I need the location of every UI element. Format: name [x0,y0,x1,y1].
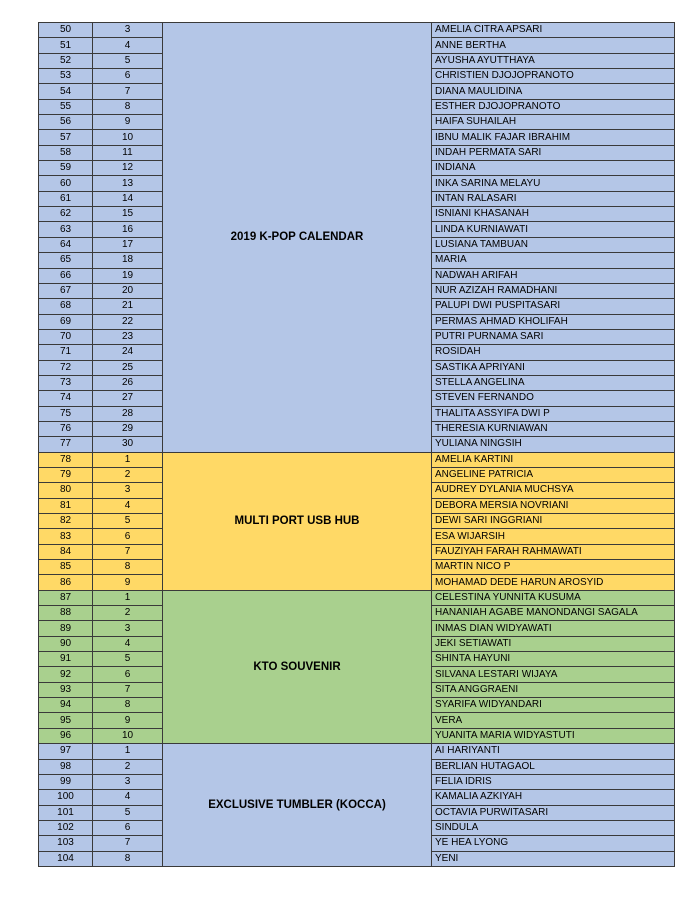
group-index-cell: 30 [93,437,163,452]
group-index-cell: 8 [93,698,163,713]
row-number-cell: 80 [39,483,93,498]
winner-name-cell: YE HEA LYONG [432,836,675,851]
winner-name-cell: STELLA ANGELINA [432,375,675,390]
group-index-cell: 22 [93,314,163,329]
row-number-cell: 69 [39,314,93,329]
row-number-cell: 65 [39,253,93,268]
group-index-cell: 20 [93,283,163,298]
row-number-cell: 68 [39,299,93,314]
group-index-cell: 15 [93,207,163,222]
winner-name-cell: ROSIDAH [432,345,675,360]
group-index-cell: 12 [93,161,163,176]
row-number-cell: 88 [39,606,93,621]
winner-table-body [39,23,675,867]
winner-name-cell: ESA WIJARSIH [432,529,675,544]
group-index-cell: 24 [93,345,163,360]
winner-name-cell: SYARIFA WIDYANDARI [432,698,675,713]
row-number-cell: 72 [39,360,93,375]
group-index-cell: 9 [93,713,163,728]
winner-name-cell: YUANITA MARIA WIDYASTUTI [432,728,675,743]
row-number-cell: 90 [39,636,93,651]
group-index-cell: 4 [93,636,163,651]
winner-name-cell: BERLIAN HUTAGAOL [432,759,675,774]
row-number-cell: 89 [39,621,93,636]
group-index-cell: 19 [93,268,163,283]
winner-name-cell: DEBORA MERSIA NOVRIANI [432,498,675,513]
row-number-cell: 50 [39,23,93,38]
row-number-cell: 104 [39,851,93,866]
winner-name-cell: INKA SARINA MELAYU [432,176,675,191]
group-index-cell: 3 [93,621,163,636]
group-index-cell: 6 [93,69,163,84]
winner-name-cell: THALITA ASSYIFA DWI P [432,406,675,421]
row-number-cell: 64 [39,237,93,252]
row-number-cell: 53 [39,69,93,84]
row-number-cell: 79 [39,467,93,482]
row-number-cell: 52 [39,53,93,68]
winner-name-cell: PALUPI DWI PUSPITASARI [432,299,675,314]
row-number-cell: 85 [39,560,93,575]
row-number-cell: 100 [39,790,93,805]
row-number-cell: 76 [39,421,93,436]
group-index-cell: 23 [93,329,163,344]
winner-name-cell: AYUSHA AYUTTHAYA [432,53,675,68]
winner-name-cell: STEVEN FERNANDO [432,391,675,406]
winner-name-cell: THERESIA KURNIAWAN [432,421,675,436]
prize-name-cell: EXCLUSIVE TUMBLER (KOCCA) [163,744,432,867]
group-index-cell: 14 [93,191,163,206]
group-index-cell: 6 [93,667,163,682]
row-number-cell: 59 [39,161,93,176]
row-number-cell: 95 [39,713,93,728]
row-number-cell: 62 [39,207,93,222]
group-index-cell: 7 [93,84,163,99]
table-row [39,744,675,759]
row-number-cell: 54 [39,84,93,99]
winner-name-cell: INTAN RALASARI [432,191,675,206]
group-index-cell: 27 [93,391,163,406]
row-number-cell: 51 [39,38,93,53]
group-index-cell: 10 [93,130,163,145]
group-index-cell: 17 [93,237,163,252]
winner-name-cell: LINDA KURNIAWATI [432,222,675,237]
group-index-cell: 7 [93,836,163,851]
row-number-cell: 71 [39,345,93,360]
winner-name-cell: SASTIKA APRIYANI [432,360,675,375]
winner-name-cell: OCTAVIA PURWITASARI [432,805,675,820]
winner-name-cell: FELIA IDRIS [432,774,675,789]
prize-name-cell: 2019 K-POP CALENDAR [163,23,432,453]
winner-name-cell: ANGELINE PATRICIA [432,467,675,482]
row-number-cell: 81 [39,498,93,513]
winner-name-cell: JEKI SETIAWATI [432,636,675,651]
winner-name-cell: SILVANA LESTARI WIJAYA [432,667,675,682]
group-index-cell: 3 [93,483,163,498]
row-number-cell: 75 [39,406,93,421]
row-number-cell: 84 [39,544,93,559]
row-number-cell: 60 [39,176,93,191]
winner-name-cell: ISNIANI KHASANAH [432,207,675,222]
winner-name-cell: ESTHER DJOJOPRANOTO [432,99,675,114]
winner-name-cell: HAIFA SUHAILAH [432,115,675,130]
row-number-cell: 66 [39,268,93,283]
row-number-cell: 103 [39,836,93,851]
group-index-cell: 5 [93,514,163,529]
group-index-cell: 18 [93,253,163,268]
row-number-cell: 67 [39,283,93,298]
winner-name-cell: PUTRI PURNAMA SARI [432,329,675,344]
winner-name-cell: CHRISTIEN DJOJOPRANOTO [432,69,675,84]
winner-name-cell: ANNE BERTHA [432,38,675,53]
row-number-cell: 57 [39,130,93,145]
group-index-cell: 3 [93,774,163,789]
group-index-cell: 28 [93,406,163,421]
winner-name-cell: PERMAS AHMAD KHOLIFAH [432,314,675,329]
group-index-cell: 16 [93,222,163,237]
group-index-cell: 5 [93,652,163,667]
winner-name-cell: DEWI SARI INGGRIANI [432,514,675,529]
winner-name-cell: SITA ANGGRAENI [432,682,675,697]
row-number-cell: 82 [39,514,93,529]
group-index-cell: 7 [93,682,163,697]
group-index-cell: 10 [93,728,163,743]
row-number-cell: 56 [39,115,93,130]
winner-name-cell: SHINTA HAYUNI [432,652,675,667]
row-number-cell: 92 [39,667,93,682]
winner-list-sheet [38,22,669,867]
row-number-cell: 73 [39,375,93,390]
row-number-cell: 98 [39,759,93,774]
row-number-cell: 101 [39,805,93,820]
group-index-cell: 2 [93,606,163,621]
group-index-cell: 8 [93,851,163,866]
group-index-cell: 4 [93,498,163,513]
group-index-cell: 1 [93,590,163,605]
group-index-cell: 8 [93,99,163,114]
row-number-cell: 87 [39,590,93,605]
winner-name-cell: SINDULA [432,820,675,835]
group-index-cell: 4 [93,790,163,805]
winner-name-cell: INMAS DIAN WIDYAWATI [432,621,675,636]
group-index-cell: 5 [93,53,163,68]
row-number-cell: 94 [39,698,93,713]
winner-name-cell: LUSIANA TAMBUAN [432,237,675,252]
row-number-cell: 78 [39,452,93,467]
row-number-cell: 99 [39,774,93,789]
row-number-cell: 96 [39,728,93,743]
group-index-cell: 26 [93,375,163,390]
winner-name-cell: AI HARIYANTI [432,744,675,759]
group-index-cell: 9 [93,575,163,590]
winner-name-cell: AMELIA KARTINI [432,452,675,467]
winner-name-cell: AUDREY DYLANIA MUCHSYA [432,483,675,498]
table-row [39,590,675,605]
winner-name-cell: DIANA MAULIDINA [432,84,675,99]
winner-name-cell: VERA [432,713,675,728]
row-number-cell: 70 [39,329,93,344]
group-index-cell: 3 [93,23,163,38]
winner-name-cell: IBNU MALIK FAJAR IBRAHIM [432,130,675,145]
row-number-cell: 83 [39,529,93,544]
winner-name-cell: KAMALIA AZKIYAH [432,790,675,805]
row-number-cell: 55 [39,99,93,114]
winner-name-cell: CELESTINA YUNNITA KUSUMA [432,590,675,605]
group-index-cell: 6 [93,529,163,544]
group-index-cell: 8 [93,560,163,575]
table-row [39,23,675,38]
winner-name-cell: MARIA [432,253,675,268]
winner-name-cell: NUR AZIZAH RAMADHANI [432,283,675,298]
group-index-cell: 29 [93,421,163,436]
row-number-cell: 91 [39,652,93,667]
group-index-cell: 2 [93,759,163,774]
group-index-cell: 6 [93,820,163,835]
group-index-cell: 5 [93,805,163,820]
winner-name-cell: NADWAH ARIFAH [432,268,675,283]
winner-name-cell: INDAH PERMATA SARI [432,145,675,160]
row-number-cell: 93 [39,682,93,697]
row-number-cell: 86 [39,575,93,590]
winner-name-cell: MOHAMAD DEDE HARUN AROSYID [432,575,675,590]
group-index-cell: 11 [93,145,163,160]
winner-table [38,22,675,867]
row-number-cell: 97 [39,744,93,759]
table-row [39,452,675,467]
group-index-cell: 9 [93,115,163,130]
row-number-cell: 77 [39,437,93,452]
prize-name-cell: KTO SOUVENIR [163,590,432,743]
winner-name-cell: YULIANA NINGSIH [432,437,675,452]
group-index-cell: 2 [93,467,163,482]
winner-name-cell: HANANIAH AGABE MANONDANGI SAGALA [432,606,675,621]
group-index-cell: 1 [93,452,163,467]
group-index-cell: 25 [93,360,163,375]
group-index-cell: 13 [93,176,163,191]
winner-name-cell: MARTIN NICO P [432,560,675,575]
group-index-cell: 1 [93,744,163,759]
row-number-cell: 63 [39,222,93,237]
winner-name-cell: AMELIA CITRA APSARI [432,23,675,38]
row-number-cell: 102 [39,820,93,835]
winner-name-cell: INDIANA [432,161,675,176]
group-index-cell: 7 [93,544,163,559]
winner-name-cell: FAUZIYAH FARAH RAHMAWATI [432,544,675,559]
group-index-cell: 21 [93,299,163,314]
row-number-cell: 58 [39,145,93,160]
row-number-cell: 74 [39,391,93,406]
group-index-cell: 4 [93,38,163,53]
prize-name-cell: MULTI PORT USB HUB [163,452,432,590]
row-number-cell: 61 [39,191,93,206]
winner-name-cell: YENI [432,851,675,866]
